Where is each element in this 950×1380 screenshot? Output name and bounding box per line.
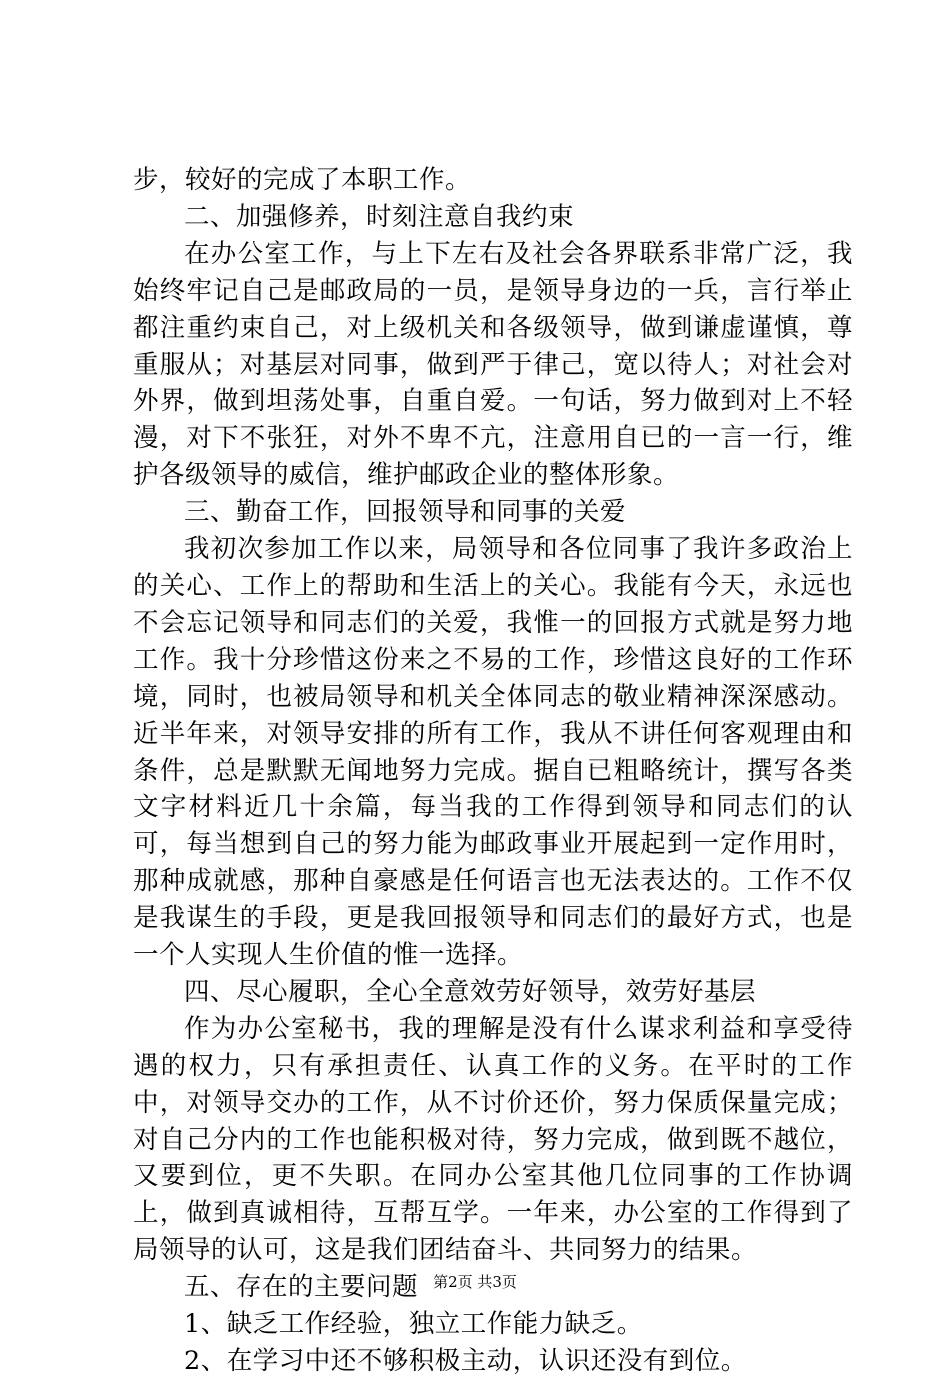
paragraph: 在办公室工作，与上下左右及社会各界联系非常广泛，我始终牢记自己是邮政局的一员，是领导身边的一兵，言行举止都注重约束自己，对上级机关和各级领导，做到谦虚谨慎，尊重服从；对基层对同事，做到严于律己，宽以待人；对社会对外界，做到坦荡处事，自重自爱。一句话，努力做到对上不轻漫，对下不张狂，对外不卑不亢，注意用自已的一言一行，维护各级领导的威信，维护邮政企业的整体形象。 [133,238,853,491]
list-item: 1、缺乏工作经验，独立工作能力缺乏。 [184,1309,643,1340]
section-heading-5: 五、存在的主要问题 [184,1272,419,1303]
page-number-footer: 第2页 共3页 [433,1273,517,1291]
section-heading-3: 三、勤奋工作，回报领导和同事的关爱 [184,497,627,528]
section-heading-2: 二、加强修养，时刻注意自我约束 [184,201,575,232]
section-heading-4: 四、尽心履职，全心全意效劳好领导，效劳好基层 [184,976,757,1007]
paragraph-continuation: 步，较好的完成了本职工作。 [133,165,472,195]
list-item: 2、在学习中还不够积极主动，认识还没有到位。 [184,1346,747,1376]
paragraph: 我初次参加工作以来，局领导和各位同事了我许多政治上的关心、工作上的帮助和生活上的关心。我能有今天，永远也不会忘记领导和同志们的关爱，我惟一的回报方式就是努力地工作。我十分珍惜这份来之不易的工作，珍惜这良好的工作环境，同时，也被局领导和机关全体同志的敬业精神深深感动。近半年来，对领导安排的所有工作，我从不讲任何客观理由和条件，总是默默无闻地努力完成。据自已粗略统计，撰写各类文字材料近几十余篇，每当我的工作得到领导和同志们的认可，每当想到自己的努力能为邮政事业开展起到一定作用时，那种成就感，那种自豪感是任何语言也无法表达的。工作不仅是我谋生的手段，更是我回报领导和同志们的最好方式，也是一个人实现人生价值的惟一选择。 [133,534,853,971]
paragraph: 作为办公室秘书，我的理解是没有什么谋求利益和享受待遇的权力，只有承担责任、认真工作的义务。在平时的工作中，对领导交办的工作，从不讨价还价，努力保质保量完成；对自己分内的工作也能积极对待，努力完成，做到既不越位，又要到位，更不失职。在同办公室其他几位同事的工作协调上，做到真诚相待，互帮互学。一年来，办公室的工作得到了局领导的认可，这是我们团结奋斗、共同努力的结果。 [133,1013,853,1266]
document-body [133,162,853,1380]
